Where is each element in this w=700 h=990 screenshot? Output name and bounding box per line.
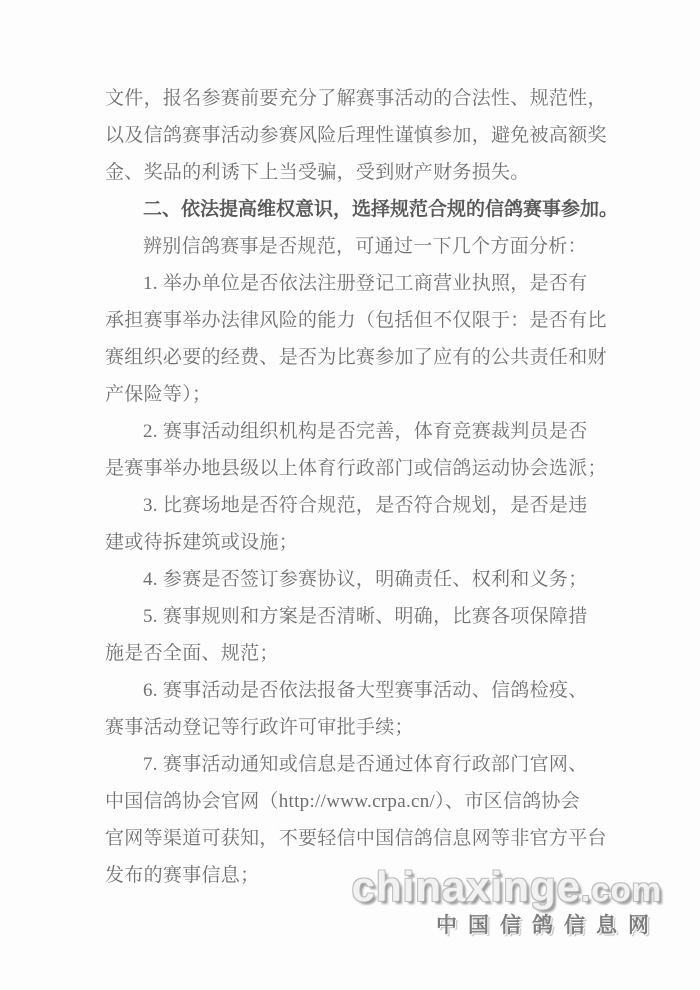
section-heading-line: 二、依法提高维权意识，选择规范合规的信鸽赛事参加。 bbox=[143, 199, 619, 220]
text-line: 2. 赛事活动组织机构是否完善，体育竞赛裁判员是否 bbox=[143, 421, 588, 442]
text-line: 施是否全面、规范； bbox=[105, 643, 279, 664]
watermark-logo-main: chinaxinge bbox=[351, 863, 581, 910]
watermark-logo-suffix: .com bbox=[580, 871, 662, 908]
text-line: 承担赛事举办法律风险的能力（包括但不仅限于：是否有比 bbox=[105, 310, 607, 331]
text-line: 中国信鸽协会官网（http://www.crpa.cn/）、市区信鸽协会 bbox=[105, 791, 581, 812]
watermark bbox=[351, 863, 662, 938]
watermark-subtitle: 中国信鸽信息网 bbox=[436, 914, 660, 937]
text-line: 1. 举办单位是否依法注册登记工商营业执照，是否有 bbox=[143, 273, 588, 294]
text-line: 产保险等）； bbox=[105, 384, 212, 405]
text-line: 赛组织必要的经费、是否为比赛参加了应有的公共责任和财 bbox=[105, 347, 607, 368]
text-line: 文件，报名参赛前要充分了解赛事活动的合法性、规范性， bbox=[105, 88, 607, 109]
text-line: 建或待拆建筑或设施； bbox=[105, 532, 299, 553]
text-line: 发布的赛事信息； bbox=[105, 865, 260, 886]
text-line: 以及信鸽赛事活动参赛风险后理性谨慎参加，避免被高额奖 bbox=[105, 125, 607, 146]
text-line: 是赛事举办地县级以上体育行政部门或信鸽运动协会选派； bbox=[105, 458, 607, 479]
text-line: 赛事活动登记等行政许可审批手续； bbox=[105, 717, 414, 738]
text-line: 4. 参赛是否签订参赛协议，明确责任、权利和义务； bbox=[143, 569, 588, 590]
text-line: 金、奖品的利诱下上当受骗，受到财产财务损失。 bbox=[105, 162, 530, 183]
text-line: 6. 赛事活动是否依法报备大型赛事活动、信鸽检疫、 bbox=[143, 680, 588, 701]
document-text-block bbox=[105, 80, 619, 894]
text-line: 辨别信鸽赛事是否规范，可通过一下几个方面分析： bbox=[143, 236, 587, 257]
watermark-logo bbox=[351, 863, 662, 911]
text-line: 5. 赛事规则和方案是否清晰、明确，比赛各项保障措 bbox=[143, 606, 588, 627]
text-line: 官网等渠道可获知，不要轻信中国信鸽信息网等非官方平台 bbox=[105, 828, 607, 849]
text-line: 3. 比赛场地是否符合规范，是否符合规划，是否是违 bbox=[143, 495, 588, 516]
text-line: 7. 赛事活动通知或信息是否通过体育行政部门官网、 bbox=[143, 754, 588, 775]
